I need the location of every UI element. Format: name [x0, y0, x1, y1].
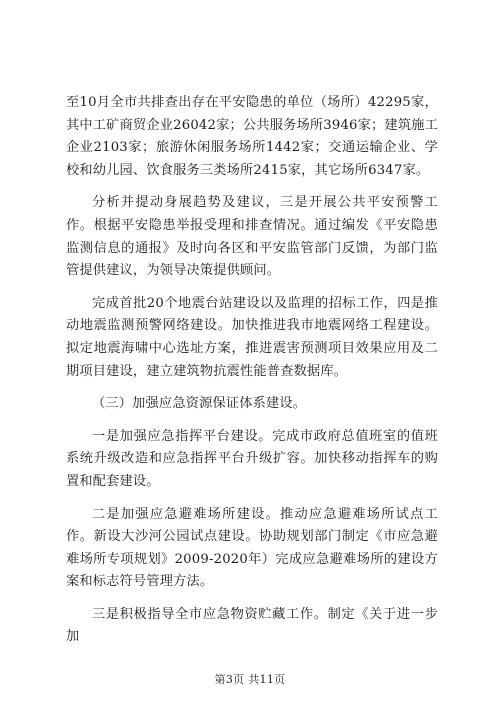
paragraph-earthquake-monitoring: 完成首批20个地震台站建设以及监理的招标工作，四是推动地震监测预警网络建设。加快推进我市地震网络工程建设。拟定地震海啸中心选址方案，推进震害预测项目效果应用及二期项目建设，建立建筑物抗震性能普查数据库。	[66, 295, 438, 379]
page-number-footer: 第3页 共11页	[214, 673, 286, 686]
paragraph-shelter-construction: 二是加强应急避难场所建设。推动应急避难场所试点工作。新设大沙河公园试点建设。协助规划部门制定《市应急避难场所专项规划》2009-2020年）完成应急避难场所的建设方案和标志符号管理方法。	[66, 506, 438, 590]
paragraph-material-reserves: 三是积极指导全市应急物资贮藏工作。制定《关于进一步加	[66, 606, 438, 645]
paragraph-hazard-statistics: 至10月全市共排查出存在平安隐患的单位（场所）42295家，其中工矿商贸企业26042家；公共服务场所3946家；建筑施工企业2103家；旅游休闲服务场所1442家；交通运输企业、学校和幼儿园、饮食服务三类场所2415家，其它场所6347家。	[66, 95, 438, 178]
document-body	[66, 92, 438, 659]
section-heading-emergency-resources: （三）加强应急资源保证体系建设。	[92, 396, 307, 412]
paragraph-command-platform: 一是加强应急指挥平台建设。完成市政府总值班室的值班系统升级改造和应急指挥平台升级扩容。加快移动指挥车的购置和配套建设。	[66, 428, 438, 489]
paragraph-safety-warning: 分析并提动身展趋势及建议，三是开展公共平安预警工作。根据平安隐患举报受理和排查情况。通过编发《平安隐患监测信息的通报》及时向各区和平安监管部门反馈，为部门监管提供建议，为领导决策提供顾问。	[66, 195, 438, 279]
